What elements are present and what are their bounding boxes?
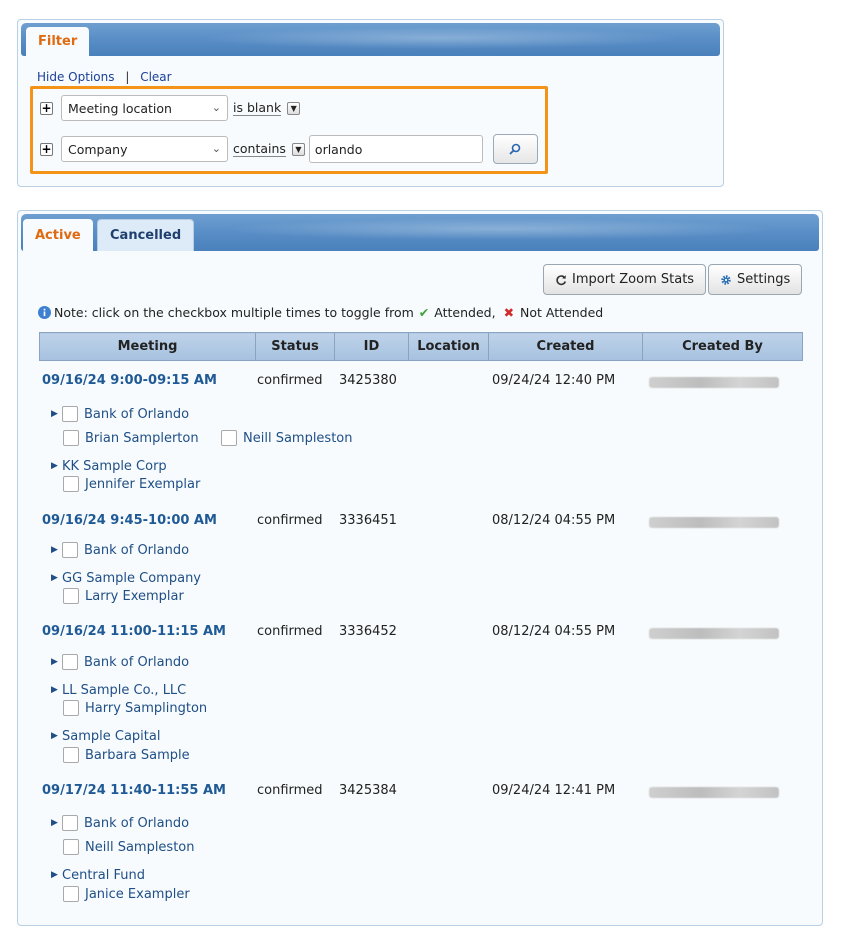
filter-header-bar <box>21 23 720 56</box>
filter-row-location <box>33 93 300 123</box>
company-search-input[interactable] <box>309 135 483 163</box>
not-attended-label: Not Attended <box>520 305 604 320</box>
attendee-name: Janice Exampler <box>85 886 190 902</box>
column-header-id[interactable]: ID <box>335 333 409 361</box>
meeting-row <box>18 783 822 803</box>
operator-select-contains[interactable] <box>233 141 305 157</box>
meeting-status: confirmed <box>257 783 323 798</box>
created-by-redacted <box>649 377 779 388</box>
meeting-time-link[interactable]: 09/16/24 9:45-10:00 AM <box>42 513 217 528</box>
column-header-location[interactable]: Location <box>409 333 489 361</box>
attended-label: Attended, <box>434 305 496 320</box>
dropdown-arrow-icon[interactable]: ▼ <box>292 143 305 156</box>
meeting-created: 08/12/24 04:55 PM <box>492 624 616 639</box>
attendee-name: Brian Samplerton <box>85 430 199 446</box>
search-button[interactable] <box>493 134 538 164</box>
meeting-id: 3425384 <box>339 783 397 798</box>
company-checkbox[interactable] <box>62 654 78 670</box>
checkmark-icon: ✔ <box>418 305 430 320</box>
created-by-redacted <box>649 787 779 798</box>
meetings-header-bar <box>21 214 819 251</box>
expand-triangle-icon[interactable]: ▶ <box>51 818 58 828</box>
meeting-id: 3336452 <box>339 624 397 639</box>
attendee-item[interactable] <box>221 429 353 447</box>
attendee-item[interactable] <box>63 838 195 856</box>
meeting-status: confirmed <box>257 373 323 388</box>
company-item[interactable] <box>51 541 189 559</box>
operator-select-blank[interactable] <box>233 100 300 116</box>
meeting-status: confirmed <box>257 624 323 639</box>
field-select-company[interactable] <box>61 136 228 162</box>
company-name: Bank of Orlando <box>84 542 190 558</box>
clear-link[interactable]: Clear <box>140 70 172 84</box>
hide-options-link[interactable]: Hide Options <box>37 70 115 84</box>
meeting-time-link[interactable]: 09/16/24 11:00-11:15 AM <box>42 624 226 639</box>
company-name: Central Fund <box>62 867 145 883</box>
tab-cancelled[interactable]: Cancelled <box>97 219 194 251</box>
company-item[interactable] <box>51 814 189 832</box>
search-icon <box>508 142 522 156</box>
attendee-checkbox[interactable] <box>63 886 79 902</box>
add-condition-plus-icon[interactable]: + <box>41 100 52 115</box>
field-select-value: Meeting location <box>68 100 172 116</box>
tab-filter[interactable]: Filter <box>26 27 89 56</box>
filter-conditions-box <box>30 86 548 174</box>
attendee-item[interactable] <box>63 429 199 447</box>
tab-active[interactable]: Active <box>23 219 93 251</box>
meeting-time-link[interactable]: 09/16/24 9:00-09:15 AM <box>42 373 217 388</box>
table-header-row <box>40 333 803 361</box>
chevron-down-icon: ⌄ <box>211 142 221 155</box>
meeting-id: 3425380 <box>339 373 397 388</box>
company-item[interactable] <box>51 866 145 884</box>
dropdown-arrow-icon[interactable]: ▼ <box>287 102 300 115</box>
operator-label: is blank <box>233 100 282 115</box>
refresh-icon <box>555 274 567 286</box>
attendee-item[interactable] <box>63 885 190 903</box>
x-mark-icon: ✖ <box>503 305 515 320</box>
field-select-value: Company <box>68 141 128 157</box>
company-name: KK Sample Corp <box>62 458 167 474</box>
chevron-down-icon: ⌄ <box>211 101 221 114</box>
company-name: Bank of Orlando <box>84 654 190 670</box>
expand-triangle-icon[interactable]: ▶ <box>51 870 58 880</box>
expand-triangle-icon[interactable]: ▶ <box>51 685 58 695</box>
attendance-note <box>38 305 603 320</box>
meeting-row <box>18 513 822 533</box>
field-select-location[interactable] <box>61 95 228 121</box>
attendee-checkbox[interactable] <box>63 747 79 763</box>
attendee-checkbox[interactable] <box>63 700 79 716</box>
column-header-meeting[interactable]: Meeting <box>40 333 256 361</box>
attendee-checkbox[interactable] <box>63 839 79 855</box>
company-item[interactable] <box>51 653 189 671</box>
meeting-row <box>18 624 822 644</box>
attendee-checkbox[interactable] <box>63 588 79 604</box>
company-item[interactable] <box>51 457 167 475</box>
meeting-created: 09/24/24 12:41 PM <box>492 783 616 798</box>
add-condition-plus-icon[interactable]: + <box>41 141 52 156</box>
meeting-row <box>18 373 822 393</box>
attendee-item[interactable] <box>63 699 207 717</box>
meetings-table <box>39 332 803 361</box>
meeting-created: 08/12/24 04:55 PM <box>492 513 616 528</box>
company-name: Bank of Orlando <box>84 815 190 831</box>
operator-label: contains <box>233 141 286 156</box>
company-item[interactable] <box>51 405 189 423</box>
attendee-item[interactable] <box>63 475 200 493</box>
filter-row-company <box>33 134 538 164</box>
search-input-value: orlando <box>314 141 363 157</box>
column-header-created[interactable]: Created <box>489 333 643 361</box>
attendee-name: Harry Samplington <box>85 700 208 716</box>
meetings-panel <box>17 210 823 926</box>
company-name: Sample Capital <box>62 728 161 744</box>
settings-button[interactable] <box>708 264 802 295</box>
link-separator: | <box>125 70 130 84</box>
attendee-item[interactable] <box>63 587 184 605</box>
company-checkbox[interactable] <box>62 542 78 558</box>
attendee-item[interactable] <box>63 746 190 764</box>
company-name: Bank of Orlando <box>84 406 190 422</box>
attendee-checkbox[interactable] <box>63 476 79 492</box>
info-icon <box>38 306 51 319</box>
column-header-status[interactable]: Status <box>256 333 335 361</box>
company-item[interactable] <box>51 569 201 587</box>
company-checkbox[interactable] <box>62 815 78 831</box>
company-item[interactable] <box>51 727 160 745</box>
created-by-redacted <box>649 628 779 639</box>
gear-icon <box>720 274 732 286</box>
expand-triangle-icon[interactable]: ▶ <box>51 409 58 419</box>
company-item[interactable] <box>51 681 186 699</box>
attendee-name: Barbara Sample <box>85 747 190 763</box>
column-header-created-by[interactable]: Created By <box>643 333 803 361</box>
company-checkbox[interactable] <box>62 406 78 422</box>
expand-triangle-icon[interactable]: ▶ <box>51 461 58 471</box>
meeting-created: 09/24/24 12:40 PM <box>492 373 616 388</box>
company-name: LL Sample Co., LLC <box>62 682 187 698</box>
expand-triangle-icon[interactable]: ▶ <box>51 573 58 583</box>
attendee-name: Jennifer Exemplar <box>85 476 201 492</box>
created-by-redacted <box>649 517 779 528</box>
import-zoom-stats-label: Import Zoom Stats <box>572 272 695 287</box>
expand-triangle-icon[interactable]: ▶ <box>51 731 58 741</box>
attendee-checkbox[interactable] <box>63 430 79 446</box>
meeting-status: confirmed <box>257 513 323 528</box>
attendee-checkbox[interactable] <box>221 430 237 446</box>
meeting-id: 3336451 <box>339 513 397 528</box>
expand-triangle-icon[interactable]: ▶ <box>51 657 58 667</box>
filter-options-links <box>37 70 172 84</box>
import-zoom-stats-button[interactable] <box>543 264 706 295</box>
filter-panel <box>17 19 724 187</box>
note-text: Note: click on the checkbox multiple times to toggle from <box>54 305 414 320</box>
meeting-time-link[interactable]: 09/17/24 11:40-11:55 AM <box>42 783 226 798</box>
attendee-name: Larry Exemplar <box>85 588 184 604</box>
expand-triangle-icon[interactable]: ▶ <box>51 545 58 555</box>
company-name: GG Sample Company <box>62 570 202 586</box>
attendee-name: Neill Sampleston <box>243 430 353 446</box>
attendee-name: Neill Sampleston <box>85 839 195 855</box>
settings-label: Settings <box>737 272 791 287</box>
